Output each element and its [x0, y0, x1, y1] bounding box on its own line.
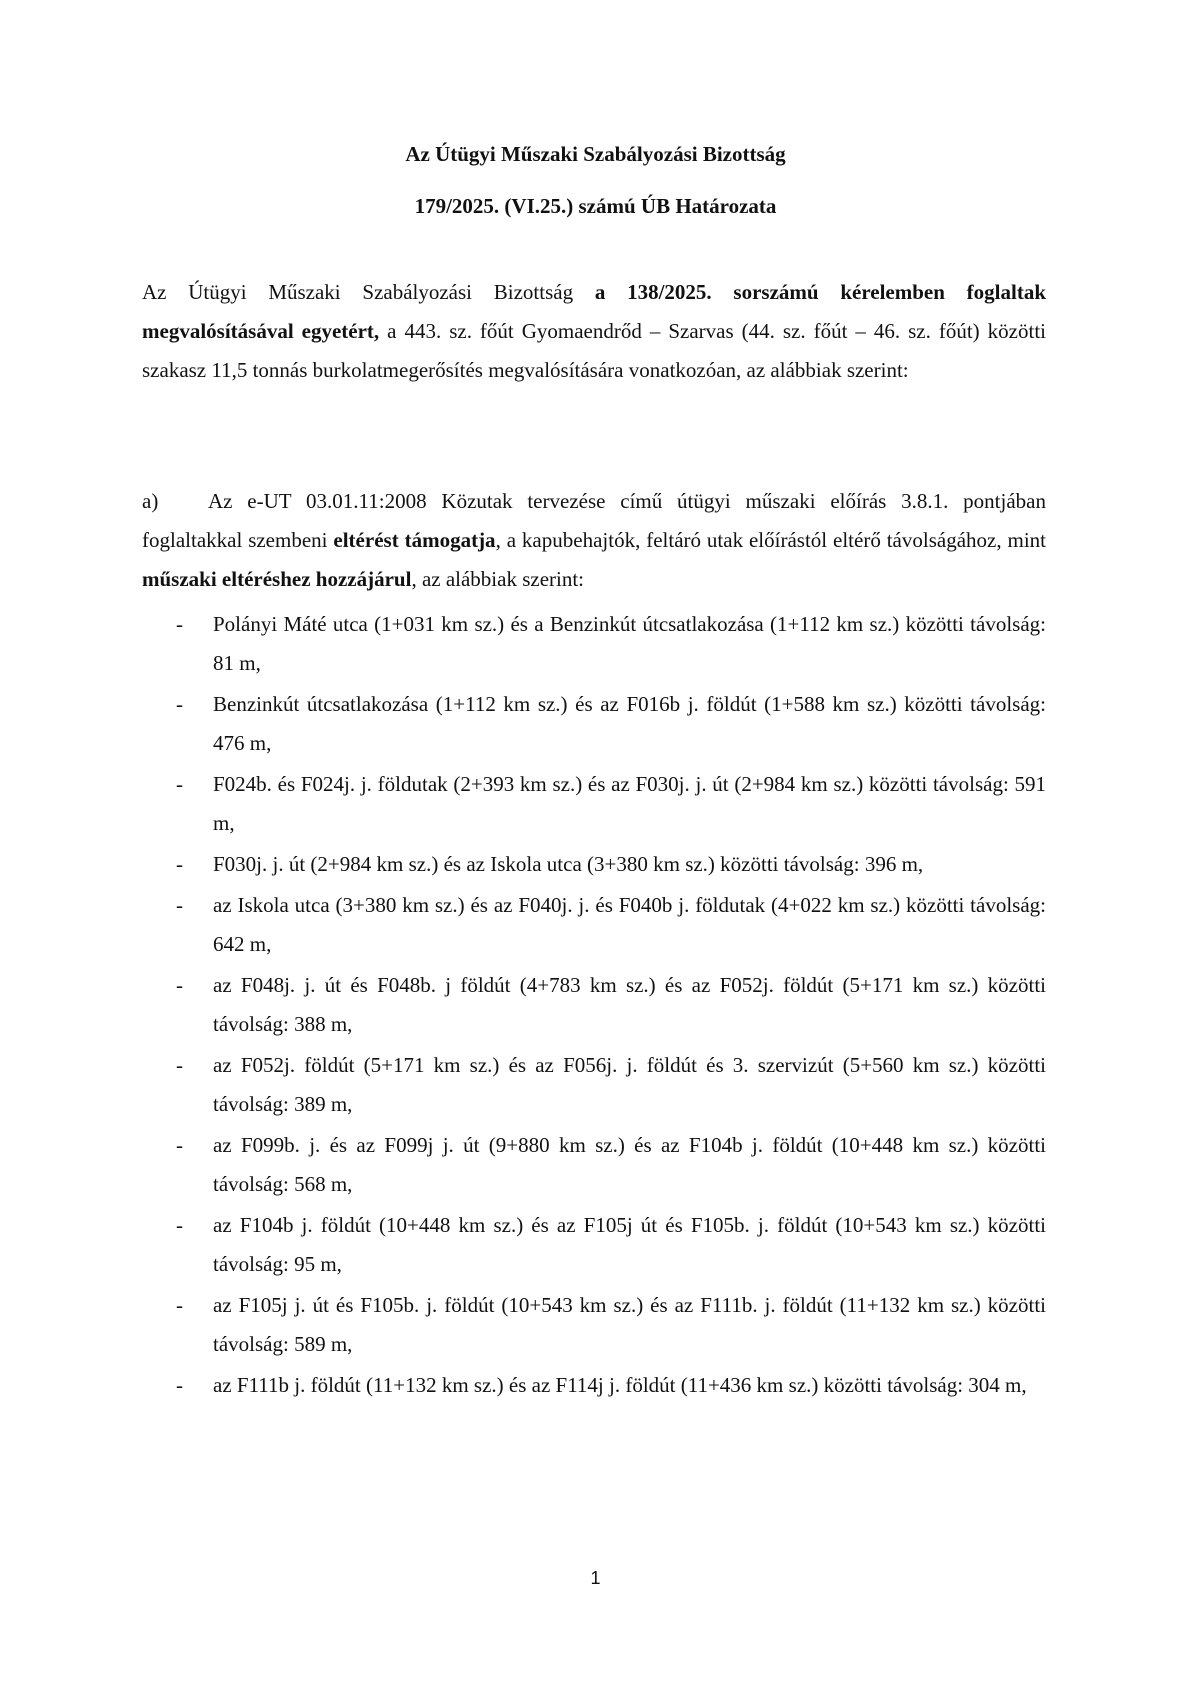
list-item: [142, 1126, 1046, 1204]
list-item: [142, 1046, 1046, 1124]
resolution-number: 179/2025. (VI.25.) számú ÚB Határozata: [414, 194, 777, 218]
list-marker: -: [176, 1213, 183, 1237]
intro-text-1: Az Útügyi Műszaki Szabályozási Bizottság: [142, 280, 595, 304]
list-item: [142, 1286, 1046, 1364]
list-item-text: az F052j. földút (5+171 km sz.) és az F056j. j. földút és 3. szervizút (5+560 km sz.) közötti távolság: 389 m,: [213, 1053, 1046, 1116]
list-item-text: Polányi Máté utca (1+031 km sz.) és a Benzinkút útcsatlakozása (1+112 km sz.) közötti távolság: 81 m,: [213, 612, 1046, 675]
list-item: [142, 1366, 1046, 1405]
list-marker: -: [176, 772, 183, 796]
list-item-text: F030j. j. út (2+984 km sz.) és az Iskola utca (3+380 km sz.) közötti távolság: 396 m,: [213, 852, 924, 876]
list-marker: -: [176, 1373, 183, 1397]
page-number: 1: [590, 1568, 601, 1588]
list-marker: -: [176, 1293, 183, 1317]
list-marker: -: [176, 692, 183, 716]
list-item-text: az F111b j. földút (11+132 km sz.) és az F114j j. földút (11+436 km sz.) közötti távolság: 304 m,: [213, 1373, 1027, 1397]
list-item: [142, 886, 1046, 964]
intro-bold-1: a 138/2025. sorszámú kérelemben foglaltak megvalósításával egyetért,: [142, 280, 1047, 343]
list-item: [142, 605, 1046, 683]
list-marker: -: [176, 893, 183, 917]
list-marker: -: [176, 852, 183, 876]
list-item-text: az F105j j. út és F105b. j. földút (10+543 km sz.) és az F111b. j. földút (11+132 km sz.) közötti távolság: 589 m,: [213, 1293, 1046, 1356]
list-item-text: Benzinkút útcsatlakozása (1+112 km sz.) és az F016b j. földút (1+588 km sz.) közötti távolság: 476 m,: [213, 692, 1046, 755]
list-item-text: az Iskola utca (3+380 km sz.) és az F040j. j. és F040b j. földutak (4+022 km sz.) közötti távolság: 642 m,: [213, 893, 1046, 956]
point-a-text-1: Az e-UT 03.01.11:2008 Közutak tervezése című útügyi műszaki előírás 3.8.1. pontjában foglaltakkal szembeni: [142, 489, 1046, 552]
list-item: [142, 765, 1046, 843]
point-a-paragraph: [142, 482, 1046, 599]
document-title: Az Útügyi Műszaki Szabályozási Bizottság: [405, 142, 786, 166]
intro-text-2: a 443. sz. főút Gyomaendrőd – Szarvas (44. sz. főút – 46. sz. főút) közötti szakasz 11,5 tonnás burkolatmegerősítés megvalósítására vonatkozóan, az alábbiak szerint:: [142, 319, 1046, 382]
list-marker: -: [176, 612, 183, 636]
list-item: [142, 1206, 1046, 1284]
distance-list: [142, 605, 1046, 1407]
list-item-text: az F104b j. földút (10+448 km sz.) és az F105j út és F105b. j. földút (10+543 km sz.) közötti távolság: 95 m,: [213, 1213, 1046, 1276]
list-item: [142, 685, 1046, 763]
list-marker: -: [176, 1133, 183, 1157]
point-a-label: a): [142, 489, 159, 513]
point-a-bold-1: eltérést támogatja: [333, 528, 496, 552]
intro-paragraph: [142, 273, 1046, 390]
point-a-bold-2: műszaki eltéréshez hozzájárul: [142, 567, 412, 591]
list-marker: -: [176, 1053, 183, 1077]
list-marker: -: [176, 973, 183, 997]
list-item-text: F024b. és F024j. j. földutak (2+393 km sz.) és az F030j. j. út (2+984 km sz.) közötti távolság: 591 m,: [213, 772, 1046, 835]
list-item: [142, 966, 1046, 1044]
list-item: [142, 845, 1046, 884]
list-item-text: az F099b. j. és az F099j j. út (9+880 km sz.) és az F104b j. földút (10+448 km sz.) közötti távolság: 568 m,: [213, 1133, 1046, 1196]
point-a-text-3: , az alábbiak szerint:: [411, 567, 585, 591]
point-a-text-2: , a kapubehajtók, feltáró utak előírástól eltérő távolságához, mint: [495, 528, 1046, 552]
list-item-text: az F048j. j. út és F048b. j földút (4+783 km sz.) és az F052j. földút (5+171 km sz.) közötti távolság: 388 m,: [213, 973, 1046, 1036]
